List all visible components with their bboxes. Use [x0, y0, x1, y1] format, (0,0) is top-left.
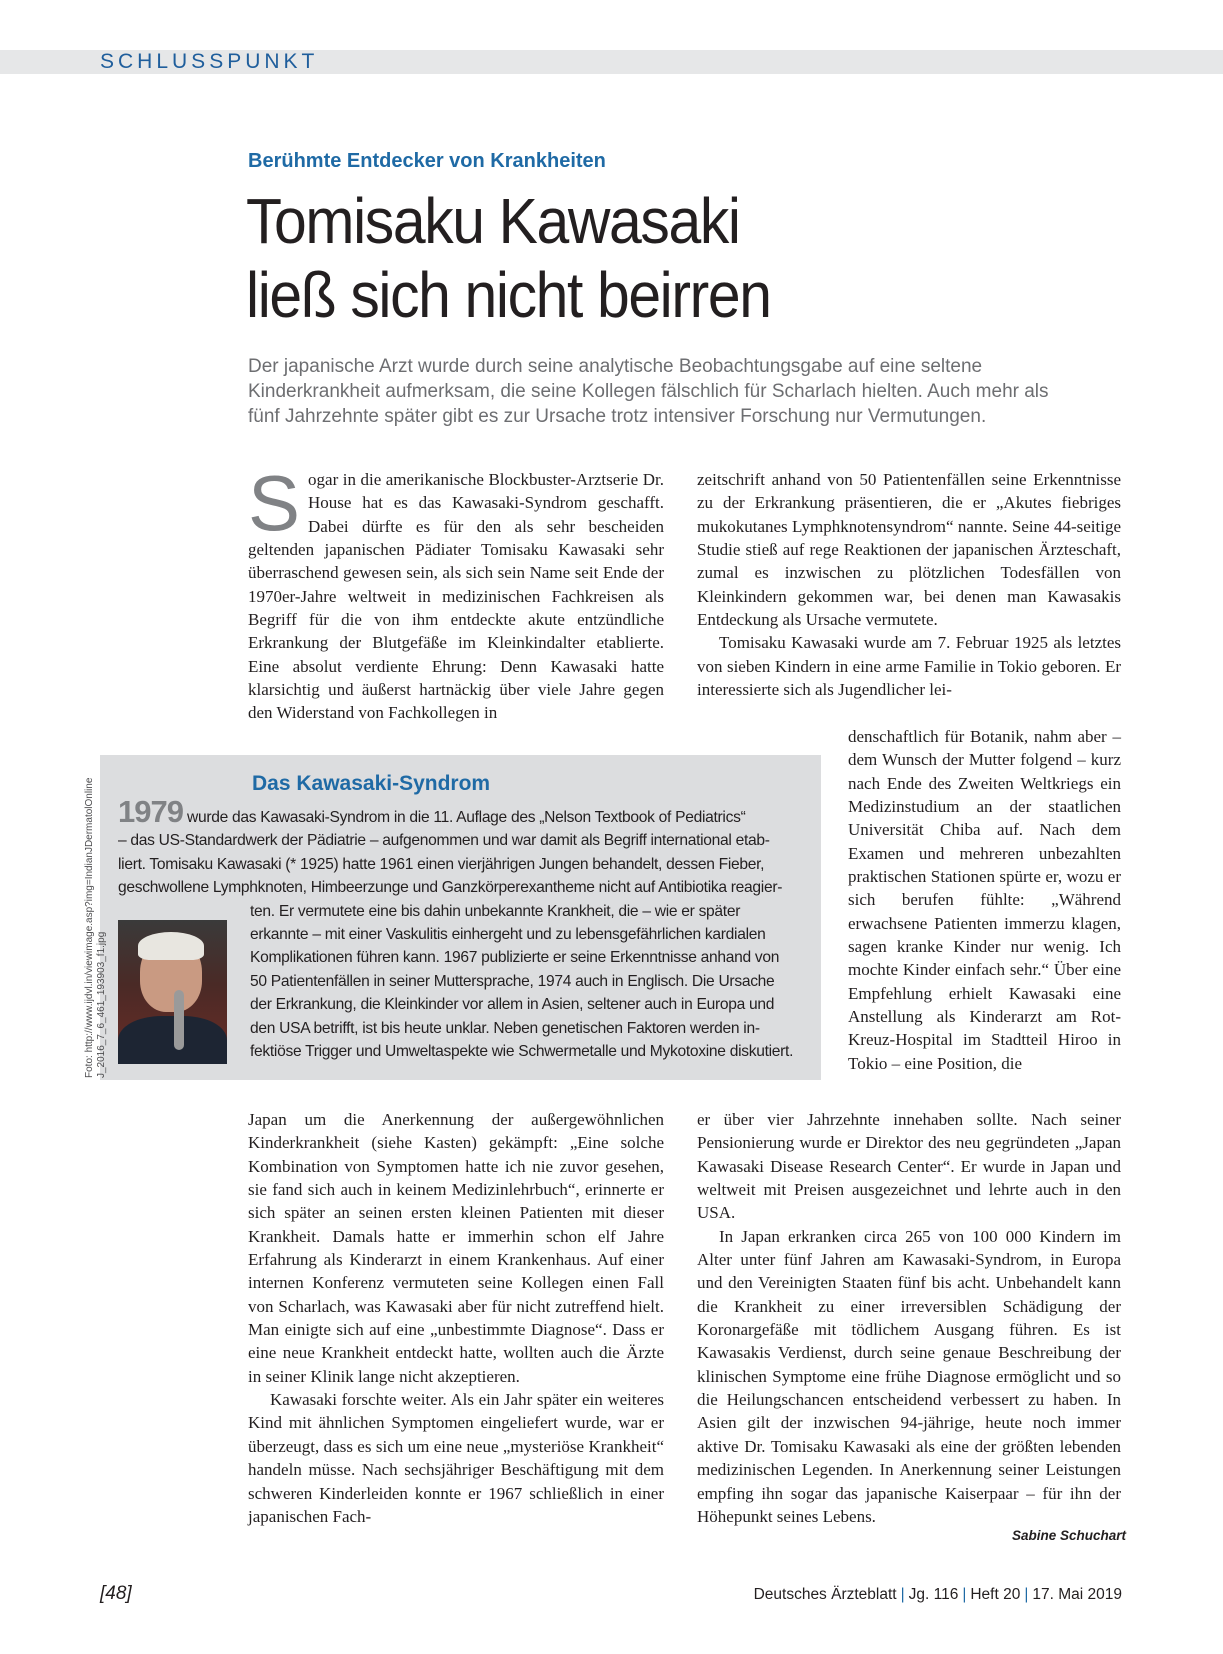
info-box-line: 1979 wurde das Kawasaki-Syndrom in die 11. Auflage des „Nelson Textbook of Pediatrics“ [118, 794, 746, 829]
body-paragraph: Kawasaki forschte weiter. Als ein Jahr später ein weiteres Kind mit ähnlichen Symptomen eingeliefert wurde, war er überzeugt, dass es sich um eine neue „mysteriöse Krankheit“ handeln müsse. Nach sechsjähriger Beschäftigung mit dem schweren Kinderleiden konnte er 1967 schließlich in einer japanischen Fach- [248, 1390, 664, 1526]
info-box-line: ten. Er vermutete eine bis dahin unbekannte Krankheit, die – wie er später [250, 902, 741, 920]
article-title [246, 184, 1074, 332]
info-box-line: der Erkrankung, die Kleinkinder vor allem in Asien, seltener auch in Europa und [250, 996, 775, 1014]
info-box-line: fektiöse Trigger und Umweltaspekte wie Schwermetalle und Mykotoxine diskutiert. [250, 1043, 794, 1061]
info-box-line: geschwollene Lymphknoten, Himbeerzunge und Ganzkörperexantheme nicht auf Antibiotika reagier- [118, 879, 783, 897]
photo-credit: Foto: http://www.ijdvl.in/viewimage.asp?img=IndianJDermatolOnline J_2016_7_6_461_193903_f1.jpg [84, 777, 107, 1078]
body-paragraph: zeitschrift anhand von 50 Patientenfällen seine Erkenntnisse zu der Erkrankung präsentieren, die er „Akutes fiebriges mukokutanes Lymphknotensyndrom“ nannte. Seine 44-seitige Studie stieß auf rege Reaktionen der japanischen Ärzteschaft, zumal es inzwischen zu plötzlichen Todesfällen von Kleinkindern gekommen war, bei denen man Kawasakis Entdeckung als Ursache vermutete. [697, 470, 1121, 630]
body-paragraph: er über vier Jahrzehnte innehaben sollte. Nach seiner Pensionierung wurde er Direktor des neu gegründeten „Japan Kawasaki Disease Research Center“. Er wurde in Japan und weltweit mit Preisen ausgezeichnet und lehrte auch in den USA. [697, 1110, 1121, 1223]
info-box-line: – das US-Standardwerk der Pädiatrie – aufgenommen und war damit als Begriff international etab- [118, 832, 770, 850]
footer-separator: | [962, 1586, 967, 1603]
article-kicker: Berühmte Entdecker von Krankheiten [248, 150, 606, 172]
footer-journal: Deutsches Ärzteblatt [753, 1586, 897, 1603]
footer-issue: Heft 20 [970, 1586, 1021, 1603]
column-1-top [248, 459, 664, 725]
body-paragraph: In Japan erkranken circa 265 von 100 000 Kindern im Alter unter fünf Jahren am Kawasaki-Syndrom, in Europa und den Vereinigten Staaten fünf bis acht. Unbehandelt kann die Krankheit zu einer irreversiblen Schädigung der Koronargefäße mit tödlichem Ausgang führen. Es ist Kawasakis Verdienst, durch seine genaue Beschreibung der klinischen Symptome eine frühe Diagnose ermöglicht und so die Heilungschancen entscheidend verbessert zu haben. In Asien gilt der inzwischen 94-jährige, heute noch immer aktive Dr. Tomisaku Kawasaki als eine der größten lebenden medizinischen Legenden. In Anerkennung seiner Leistungen empfing ihn sogar das japanische Kaiserpaar – für ihn der Höhepunkt seines Lebens. [697, 1226, 1121, 1526]
footer-citation [754, 1586, 1122, 1604]
info-box-line: Komplikationen führen kann. 1967 publizierte er seine Erkenntnisse anhand von [250, 949, 780, 967]
page-number: [48] [100, 1583, 132, 1604]
body-paragraph: denschaftlich für Botanik, nahm aber – dem Wunsch der Mutter folgend – kurz nach Ende des Zweiten Weltkriegs ein Medizinstudium an der staatlichen Universität Chiba auf. Nach dem Examen und mehreren unbezahlten praktischen Stationen spürte er, wozu er sich berufen fühlte: „Während erwachsene Patienten immerzu klagen, sagen kranke Kinder nur wenig. Ich mochte Kinder einfach sehr.“ Über eine Empfehlung erhielt Kawasaki eine Anstellung als Kinderarzt am Rot-Kreuz-Hospital im Stadtteil Hiroo in Tokio – eine Position, die [848, 727, 1121, 1073]
info-box-year: 1979 [118, 794, 183, 829]
photo-microphone [174, 990, 184, 1050]
column-2-bottom [697, 1108, 1121, 1528]
drop-cap: S [248, 459, 301, 547]
title-line-1: Tomisaku Kawasaki [246, 185, 740, 257]
body-paragraph: ogar in die amerikanische Blockbuster-Arztserie Dr. House hat es das Kawasaki-Syndrom geschafft. Dabei dürfte es für den als sehr bescheiden geltenden japanischen Pädiater Tomisaku Kawasaki sehr überraschend gewesen sein, als sich sein Name seit Ende der 1970er-Jahre weltweit in medizinischen Fachkreisen als Begriff für die von ihm entdeckte akute entzündliche Erkrankung der Blutgefäße im Kleinkindalter etablierte. Eine absolut verdiente Ehrung: Denn Kawasaki hatte klarsichtig und äußerst hartnäckig über viele Jahre gegen den Widerstand von Fachkollegen in [248, 470, 664, 723]
column-2-narrow [848, 725, 1121, 1075]
column-2-top [697, 468, 1121, 701]
info-box-line: 50 Patientenfällen in seiner Muttersprache, 1974 auch in Englisch. Die Ursache [250, 972, 775, 990]
author-name: Sabine Schuchart [1012, 1528, 1127, 1543]
photo-hair [138, 932, 204, 960]
info-box-line: liert. Tomisaku Kawasaki (* 1925) hatte 1961 einen vierjährigen Jungen behandelt, dessen Fieber, [118, 855, 765, 873]
info-box-line: den USA betrifft, ist bis heute unklar. Neben genetischen Faktoren werden in- [250, 1019, 760, 1037]
title-line-2: ließ sich nicht beirren [246, 259, 771, 331]
info-box-line: erkannte – mit einer Vaskulitis einhergeht und zu lebensgefährlichen kardialen [250, 926, 766, 944]
footer-separator: | [900, 1586, 905, 1603]
section-label: SCHLUSSPUNKT [100, 50, 319, 73]
body-paragraph: Tomisaku Kawasaki wurde am 7. Februar 1925 als letztes von sieben Kindern in eine arme Familie in Tokio geboren. Er interessierte sich als Jugendlicher lei- [697, 633, 1121, 700]
portrait-photo [118, 920, 227, 1064]
column-1-bottom [248, 1108, 664, 1528]
photo-suit [118, 1016, 227, 1064]
footer-date: 17. Mai 2019 [1032, 1586, 1122, 1603]
info-box-title: Das Kawasaki-Syndrom [252, 772, 491, 795]
footer-volume: Jg. 116 [908, 1586, 959, 1603]
body-paragraph: Japan um die Anerkennung der außergewöhnlichen Kinderkrankheit (siehe Kasten) gekämpft: „Eine solche Kombination von Symptomen hatte ich nie zuvor gesehen, sie fand sich auch in keinem Medizinlehrbuch“, erinnerte er sich später an seinen ersten kleinen Patienten mit dieser Krankheit. Damals hatte er immerhin schon elf Jahre Erfahrung als Kinderarzt in einem Krankenhaus. Auf einer internen Konferenz vermuteten seine Kollegen einen Fall von Scharlach, was Kawasaki aber für nicht zutreffend hielt. Man einigte sich auf eine „unbestimmte Diagnose“. Dass er eine neue Krankheit entdeckt hatte, wollten auch die Ärzte in seiner Klinik lange nicht akzeptieren. [248, 1110, 664, 1386]
footer-separator: | [1024, 1586, 1029, 1603]
article-lead: Der japanische Arzt wurde durch seine analytische Beobachtungsgabe auf eine seltene Kinderkrankheit aufmerksam, die seine Kollegen fälschlich für Scharlach hielten. Auch mehr als fünf Jahrzehnte später gibt es zur Ursache trotz intensiver Forschung nur Vermutungen. [248, 356, 1049, 427]
